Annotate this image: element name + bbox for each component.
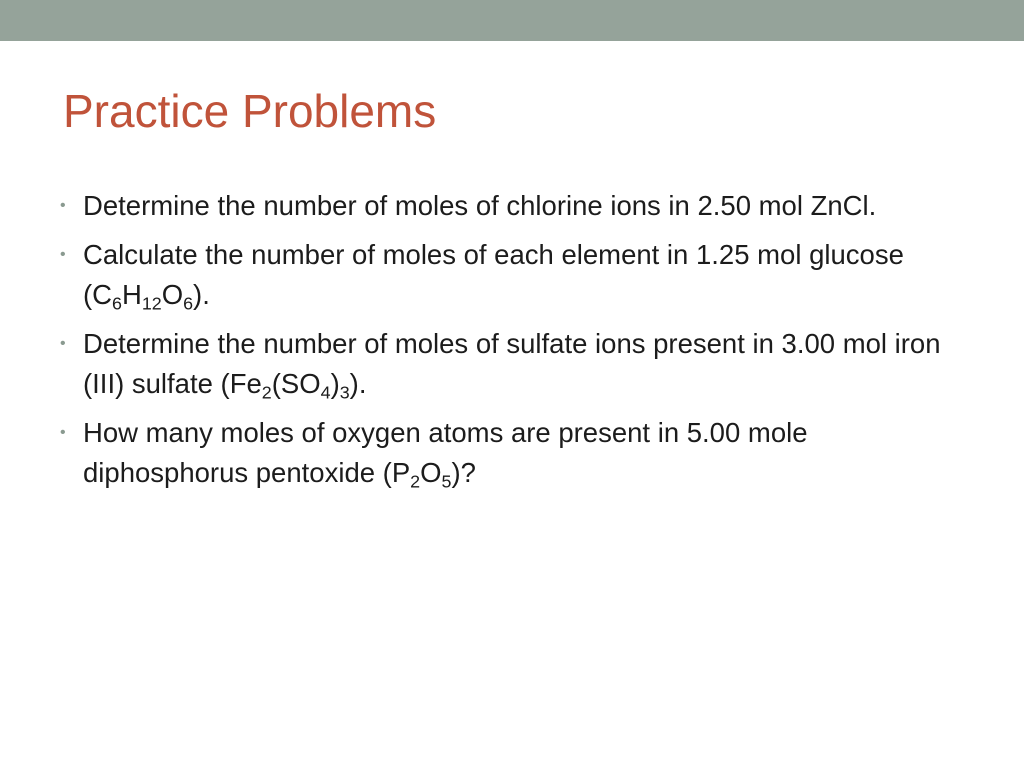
text-run: (SO [271, 368, 321, 399]
text-run: Determine the number of moles of chlorine ions in 2.50 mol ZnCl. [83, 190, 877, 221]
subscript: 5 [441, 471, 452, 492]
top-accent-bar [0, 0, 1024, 41]
bullet-text [83, 328, 941, 403]
text-run: Determine the number of moles of sulfate ions present in 3.00 mol iron (III) sulfate (Fe [83, 328, 941, 399]
subscript: 4 [320, 382, 331, 403]
subscript: 6 [112, 293, 122, 314]
text-run: ). [349, 368, 367, 399]
slide-title: Practice Problems [63, 85, 437, 137]
bullet-item [60, 413, 960, 493]
subscript: 6 [183, 293, 194, 314]
bullet-text [83, 190, 876, 221]
text-run: Calculate the number of moles of each element in 1.25 mol glucose (C [83, 239, 904, 310]
text-run: H [121, 279, 142, 310]
text-run: )? [451, 457, 476, 488]
bullet-dot-icon: • [60, 424, 66, 441]
bullet-item [60, 235, 960, 315]
bullet-dot-icon: • [60, 197, 66, 214]
subscript: 12 [141, 293, 162, 314]
bullet-item [60, 186, 960, 226]
bullet-dot-icon: • [60, 246, 66, 263]
subscript: 2 [261, 382, 272, 403]
bullet-dot-icon: • [60, 335, 66, 352]
bullet-text [83, 417, 808, 492]
text-run: How many moles of oxygen atoms are present in 5.00 mole diphosphorus pentoxide (P [83, 417, 808, 488]
text-run: O [420, 457, 442, 488]
bullet-list [60, 186, 960, 502]
text-run: ). [193, 279, 210, 310]
subscript: 3 [339, 382, 350, 403]
subscript: 2 [410, 471, 421, 492]
bullet-item [60, 324, 960, 404]
text-run: ) [330, 368, 340, 399]
bullet-text [83, 239, 904, 314]
text-run: O [161, 279, 184, 310]
